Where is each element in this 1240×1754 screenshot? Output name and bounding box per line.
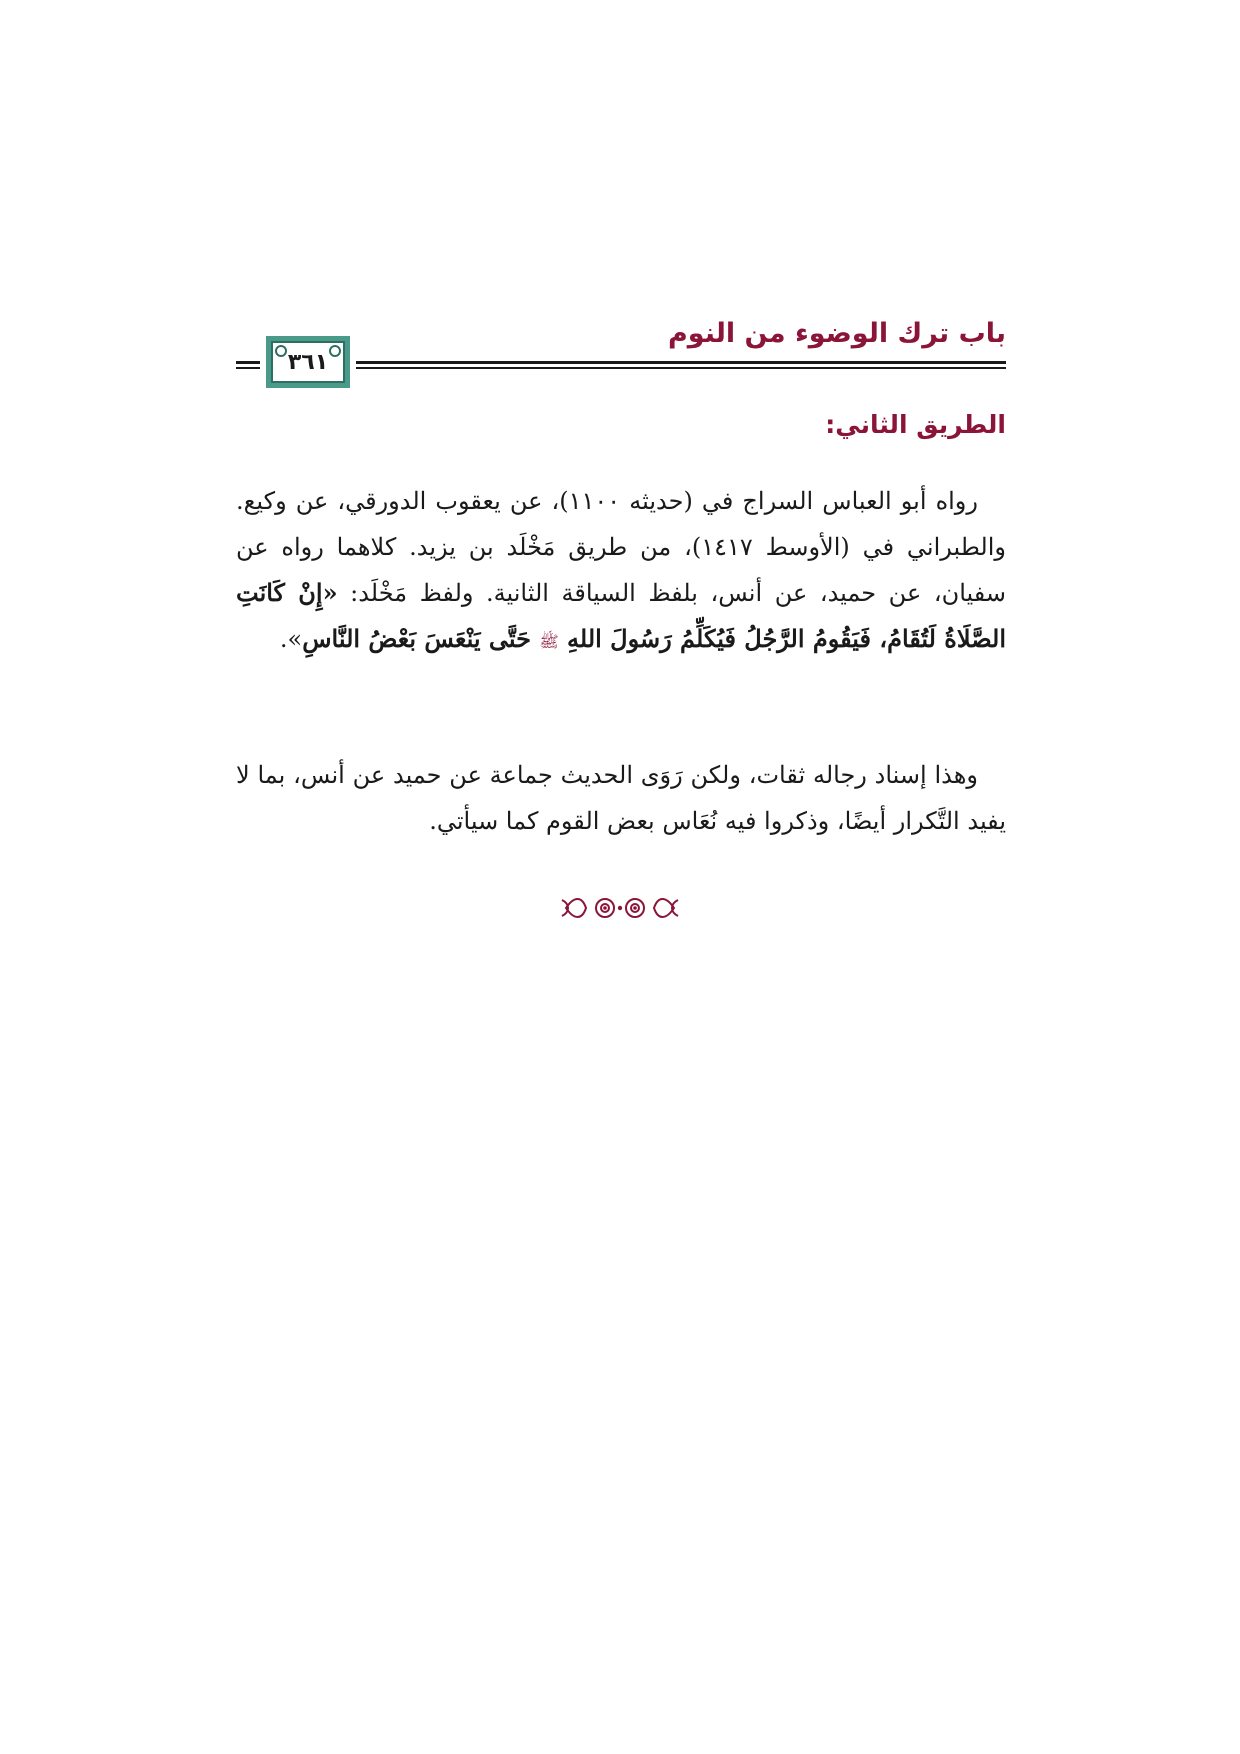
header-rule-left bbox=[236, 361, 260, 369]
header-rule-right bbox=[356, 361, 1006, 369]
paragraph-1 bbox=[236, 478, 1006, 665]
quote-part-2: حَتَّى يَنْعَسَ بَعْضُ النَّاسِ bbox=[302, 624, 540, 653]
section-end-ornament-icon bbox=[560, 888, 680, 928]
salutation-glyph: ﷺ bbox=[539, 632, 559, 651]
paragraph-1-text bbox=[236, 478, 1006, 665]
quote-open-mark: « bbox=[322, 578, 338, 607]
paragraph-2-text: وهذا إسناد رجاله ثقات، ولكن رَوَى الحديث جماعة عن حميد عن أنس، بما لا يفيد التَّكرار أيضًا، وذكروا فيه نُعَاس بعض القوم كما سيأتي. bbox=[236, 761, 1006, 835]
paragraph-2 bbox=[236, 752, 1006, 844]
page-number: ٣٦١ bbox=[287, 349, 329, 375]
quote-part-1: إِنْ كَانَتِ الصَّلَاةُ لَتُقَامُ، فَيَقُومُ الرَّجُلُ فَيُكَلِّمُ رَسُولَ اللهِ bbox=[236, 578, 1006, 653]
quote-close-mark: ». bbox=[279, 625, 303, 653]
page-number-frame bbox=[266, 336, 350, 388]
page-header bbox=[236, 318, 1006, 384]
paragraph-1-intro: رواه أبو العباس السراج في (حديثه ١١٠٠)، عن يعقوب الدورقي، عن وكيع. والطبراني في (الأوسط ١٤١٧)، من طريق مَخْلَد بن يزيد. كلاهما رواه عن سفيان، عن حميد، عن أنس، بلفظ السياقة الثانية. ولفظ مَخْلَد: bbox=[236, 487, 1007, 607]
chapter-title: باب ترك الوضوء من النوم bbox=[668, 318, 1006, 349]
section-heading: الطريق الثاني: bbox=[825, 410, 1006, 439]
page-number-box bbox=[271, 341, 345, 383]
